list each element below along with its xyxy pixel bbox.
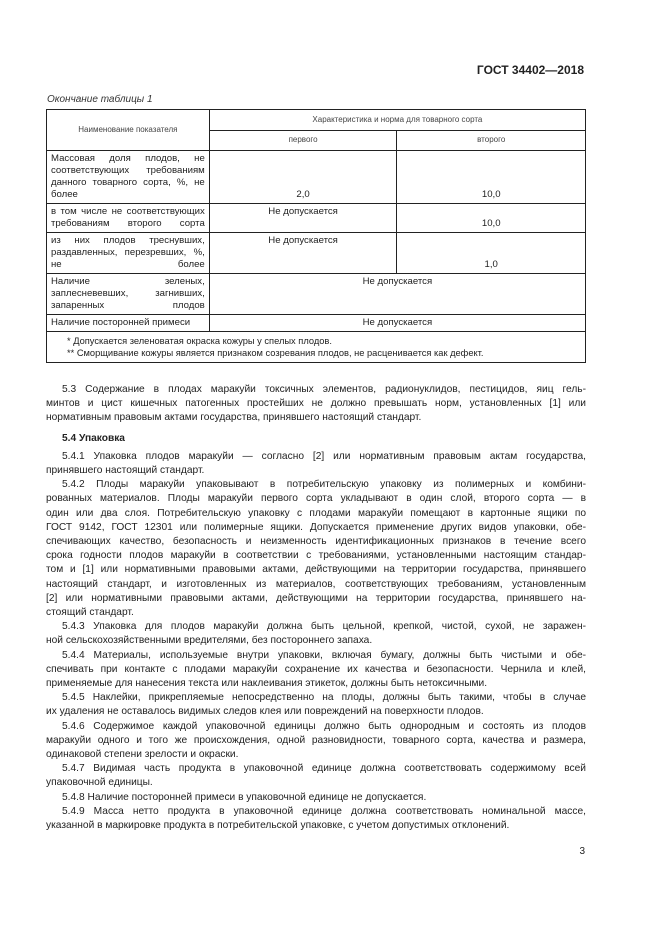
text-line: маракуйи одного и того же происхождения, одной разновидности, товарного сорта, качества и размера, [46, 734, 586, 746]
table-row: из них плодов треснувших, раздавленных, перезревших, %, не более Не допускается 1,0 [47, 233, 586, 274]
paragraph-5-4-9 [46, 805, 586, 833]
text-line: применяемые для нанесения текста или наклеивания этикеток, должны быть нетоксичными. [46, 678, 488, 690]
paragraph-5-4-2 [46, 478, 586, 620]
text-line: 5.4.6 Содержимое каждой упаковочной единицы должно быть однородным и состоять из плодов [62, 720, 586, 732]
text-line: принявшего настоящий стандарт. [46, 465, 205, 477]
text-line: 5.4.8 Наличие посторонней примеси в упаковочной единице не допускается. [62, 791, 427, 803]
paragraph-5-3 [46, 383, 586, 426]
table-footnotes: * Допускается зеленоватая окраска кожуры у спелых плодов. ** Сморщивание кожуры является признаком созревания плодов, не расценивается как дефект. [47, 332, 586, 363]
paragraph-5-4-4 [46, 649, 586, 692]
text-line: 5.3 Содержание в плодах маракуйи токсичных элементов, радионуклидов, пестицидов, яиц гель- [62, 384, 586, 395]
text-line: 5.4.2 Плоды маракуйи упаковывают в потребительскую упаковку из полимерных и комбини- [62, 479, 586, 491]
table-row: Наличие посторонней примеси Не допускается [47, 315, 586, 332]
text-line: нормативным правовым актами государства, принявшего настоящий стандарт. [46, 412, 422, 424]
text-line: их удаления не оставалось видимых следов клея или повреждений на поверхности плодов. [46, 706, 484, 718]
paragraph-5-4-6 [46, 720, 586, 763]
header-first: первого [209, 130, 397, 151]
text-line: том и [1] или нормативными правовыми актами, действующими на территории государства, принявшего [46, 564, 586, 576]
page-number: 3 [579, 846, 585, 857]
paragraph-5-4-3 [46, 620, 586, 648]
text-line: рованных материалов. Плоды маракуйи первого сорта укладывают в один слой, второго сорта — в [46, 493, 586, 505]
header-second: второго [397, 130, 586, 151]
text-line: одинаковой степени зрелости и окраски. [46, 749, 239, 761]
text-line: 5.4.4 Материалы, используемые внутри упаковки, включая бумагу, должны быть чистыми и обе- [62, 649, 586, 661]
quality-table [46, 109, 586, 363]
text-line: [2] или нормативными правовыми актами, действующими на территории государства, принявшего на- [46, 592, 586, 604]
text-line: срока годности плодов маракуйи в соответствии с требованиями, установленными настоящим стандар- [46, 550, 586, 562]
table-caption: Окончание таблицы 1 [47, 94, 153, 105]
text-line: один или два слоя. Потребительскую упаковку с плодами маракуйи помещают в картонные ящики по [46, 507, 586, 519]
paragraph-5-4-8 [46, 791, 586, 805]
text-line: настоящий стандарт, и изготовленных из материалов, соответствующих требованиям, установленным [46, 578, 586, 590]
table-row: Наличие зеленых, заплесневевших, загнивших, запаренных плодов Не допускается [47, 274, 586, 315]
document-body [46, 383, 586, 833]
header-name: Наименование показателя [47, 110, 210, 151]
text-line: 5.4.7 Видимая часть продукта в упаковочной единице должна соответствовать содержимому всей [62, 763, 586, 775]
text-line: 5.4.1 Упаковка плодов маракуйи — согласно [2] или нормативным правовым актам государства, [62, 450, 586, 462]
section-heading: 5.4 Упаковка [62, 432, 125, 444]
header-group: Характеристика и норма для товарного сорта [209, 110, 585, 131]
text-line: 5.4.5 Наклейки, прикрепляемые непосредственно на плоды, должны быть такими, чтобы в случае [62, 692, 586, 704]
table-row: Массовая доля плодов, не соответствующих требованиям данного товарного сорта, %, не более 2,0 10,0 [47, 151, 586, 204]
paragraph-5-4-5 [46, 691, 586, 719]
text-line: упаковочной единицы. [46, 777, 153, 789]
text-line: 5.4.9 Масса нетто продукта в упаковочной единице должна соответствовать номинальной массе, [62, 805, 586, 817]
text-line: указанной в маркировке продукта в потребительской упаковке, с учетом допустимых отклонений. [46, 820, 510, 832]
paragraph-5-4-1 [46, 450, 586, 478]
table-row: в том числе не соответствующих требованиям второго сорта Не допускается 10,0 [47, 204, 586, 233]
standard-number: ГОСТ 34402—2018 [476, 63, 584, 77]
text-line: спечивающих качество, безопасность и неизменность идентификационных признаков в течение всего [46, 536, 586, 548]
text-line: ГОСТ 9142, ГОСТ 12301 или полимерные ящики. Допускается применение других видов упаковки, обе- [46, 521, 586, 533]
text-line: спечивать при контакте с плодами маракуйи сохранение их качества и безопасности. Чернила и клей, [46, 663, 586, 675]
text-line: минтов и цист кишечных патогенных простейших не должно превышать норм, установленных [1] или [46, 398, 586, 410]
paragraph-5-4-7 [46, 762, 586, 790]
text-line: 5.4.3 Упаковка для плодов маракуйи должна быть цельной, крепкой, чистой, сухой, не заражен- [62, 621, 586, 633]
text-line: стоящий стандарт. [46, 607, 134, 619]
text-line: ной сельскохозяйственными вредителями, без постороннего запаха. [46, 635, 373, 647]
